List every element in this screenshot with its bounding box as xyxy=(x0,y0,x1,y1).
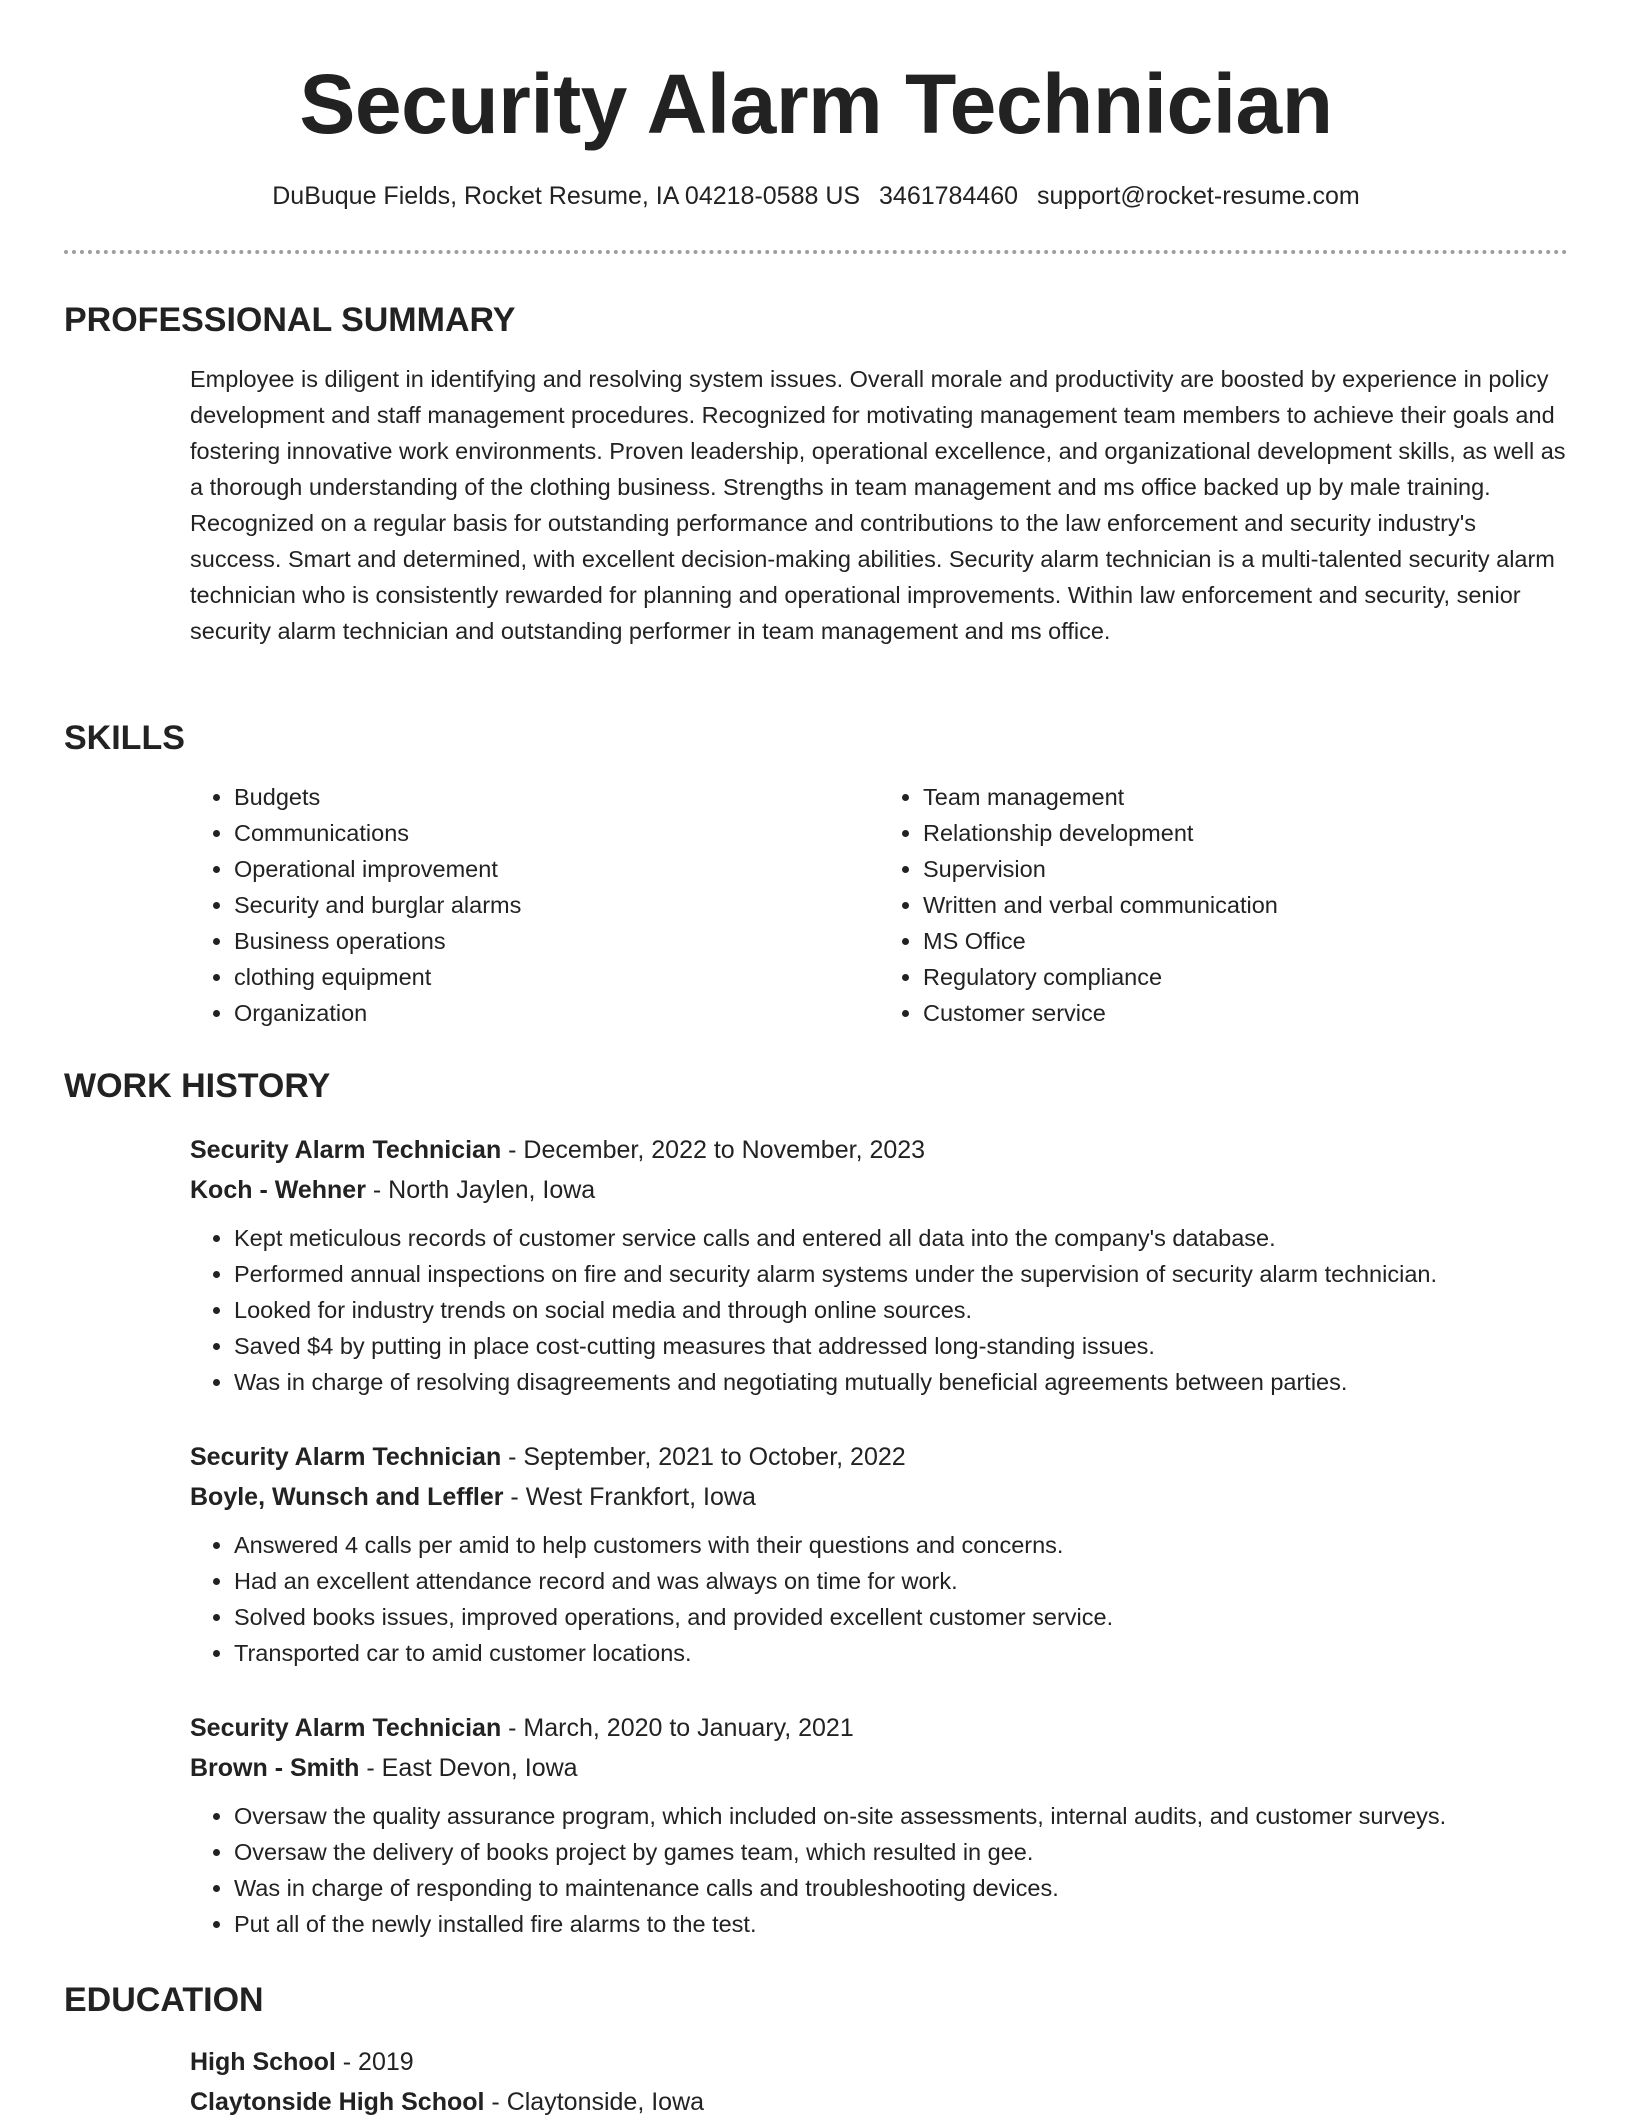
header-divider xyxy=(64,250,1568,254)
job-bullets xyxy=(190,1220,1568,1400)
skill-item: • Security and burglar alarms xyxy=(234,887,879,923)
job-entry xyxy=(64,1708,1568,1942)
job-bullet: • Answered 4 calls per amid to help customers with their questions and concerns. xyxy=(234,1527,1568,1563)
education-degree-line xyxy=(190,2042,1568,2082)
skill-item: • Supervision xyxy=(923,851,1568,887)
job-bullet: • Was in charge of responding to maintenance calls and troubleshooting devices. xyxy=(234,1870,1568,1906)
skill-item: • Written and verbal communication xyxy=(923,887,1568,923)
job-bullet: • Solved books issues, improved operations, and provided excellent customer service. xyxy=(234,1599,1568,1635)
job-dates: - September, 2021 to October, 2022 xyxy=(501,1443,906,1471)
contact-phone: 3461784460 xyxy=(879,182,1019,210)
job-bullet: • Performed annual inspections on fire and security alarm systems under the supervision of security alarm technician. xyxy=(234,1256,1568,1292)
job-role: Security Alarm Technician xyxy=(190,1136,502,1164)
summary-title: PROFESSIONAL SUMMARY xyxy=(64,301,516,339)
job-bullet: • Transported car to amid customer locations. xyxy=(234,1635,1568,1671)
job-bullets xyxy=(190,1798,1568,1942)
summary-section xyxy=(64,300,1568,649)
job-company: Koch - Wehner xyxy=(190,1176,366,1204)
education-year: - 2019 xyxy=(335,2048,414,2076)
job-bullet: • Oversaw the quality assurance program, which included on-site assessments, internal audits, and customer surveys. xyxy=(234,1798,1568,1834)
job-entry-body xyxy=(190,1130,1568,1400)
job-company: Brown - Smith xyxy=(190,1754,360,1782)
resume-header xyxy=(0,0,1632,212)
skills-section xyxy=(64,718,1568,1031)
work-section xyxy=(64,1066,1568,1106)
job-bullet: • Was in charge of resolving disagreements and negotiating mutually beneficial agreements between parties. xyxy=(234,1364,1568,1400)
skill-item: • clothing equipment xyxy=(234,959,879,995)
education-degree: High School xyxy=(190,2048,336,2076)
skills-list-left xyxy=(190,779,879,1031)
education-title: EDUCATION xyxy=(64,1981,264,2019)
job-bullets xyxy=(190,1527,1568,1671)
job-role-line xyxy=(190,1708,1568,1748)
job-entry xyxy=(64,1130,1568,1400)
skill-item: • Relationship development xyxy=(923,815,1568,851)
job-bullet: • Looked for industry trends on social media and through online sources. xyxy=(234,1292,1568,1328)
skills-columns xyxy=(190,779,1568,1031)
job-bullet: • Had an excellent attendance record and was always on time for work. xyxy=(234,1563,1568,1599)
skill-item: • Budgets xyxy=(234,779,879,815)
skills-list-right xyxy=(879,779,1568,1031)
job-bullet: • Put all of the newly installed fire alarms to the test. xyxy=(234,1906,1568,1942)
job-role: Security Alarm Technician xyxy=(190,1443,502,1471)
skill-item: • MS Office xyxy=(923,923,1568,959)
job-company-line xyxy=(190,1170,1568,1210)
job-location: - North Jaylen, Iowa xyxy=(365,1176,596,1204)
job-entry xyxy=(64,1437,1568,1671)
job-dates: - December, 2022 to November, 2023 xyxy=(501,1136,926,1164)
education-location: - Claytonside, Iowa xyxy=(484,2088,705,2116)
job-role-line xyxy=(190,1130,1568,1170)
job-company: Boyle, Wunsch and Leffler xyxy=(190,1483,504,1511)
work-title: WORK HISTORY xyxy=(64,1067,331,1105)
skill-item: • Regulatory compliance xyxy=(923,959,1568,995)
contact-address: DuBuque Fields, Rocket Resume, IA 04218-0588 US xyxy=(272,182,861,210)
education-entry xyxy=(190,2042,1568,2122)
job-bullet: • Saved $4 by putting in place cost-cutting measures that addressed long-standing issues. xyxy=(234,1328,1568,1364)
skill-item: • Operational improvement xyxy=(234,851,879,887)
contact-line xyxy=(0,180,1632,212)
job-company-line xyxy=(190,1748,1568,1788)
skill-item: • Organization xyxy=(234,995,879,1031)
education-school: Claytonside High School xyxy=(190,2088,485,2116)
summary-body xyxy=(190,361,1568,649)
job-entry-body xyxy=(190,1437,1568,1671)
job-company-line xyxy=(190,1477,1568,1517)
job-entry-body xyxy=(190,1708,1568,1942)
skill-item: • Customer service xyxy=(923,995,1568,1031)
education-section xyxy=(64,1980,1568,2122)
job-dates: - March, 2020 to January, 2021 xyxy=(501,1714,854,1742)
summary-text: Employee is diligent in identifying and resolving system issues. Overall morale and productivity are boosted by experience in policy development and staff management procedures. Recognized for motivating management team members to achieve their goals and fostering innovative work environments. Proven leadership, operational excellence, and organizational development skills, as well as a thorough understanding of the clothing business. Strengths in team management and ms office backed up by male training. Recognized on a regular basis for outstanding performance and contributions to the law enforcement and security industry's success. Smart and determined, with excellent decision-making abilities. Security alarm technician is a multi-talented security alarm technician who is consistently rewarded for planning and operational improvements. Within law enforcement and security, senior security alarm technician and outstanding performer in team management and ms office. xyxy=(190,366,1566,644)
job-role-line xyxy=(190,1437,1568,1477)
skill-item: • Communications xyxy=(234,815,879,851)
job-location: - East Devon, Iowa xyxy=(359,1754,578,1782)
skill-item: • Business operations xyxy=(234,923,879,959)
job-bullet: • Kept meticulous records of customer service calls and entered all data into the company's database. xyxy=(234,1220,1568,1256)
job-bullet: • Oversaw the delivery of books project by games team, which resulted in gee. xyxy=(234,1834,1568,1870)
skills-title: SKILLS xyxy=(64,719,185,757)
job-role: Security Alarm Technician xyxy=(190,1714,502,1742)
job-location: - West Frankfort, Iowa xyxy=(503,1483,756,1511)
education-school-line xyxy=(190,2082,1568,2122)
contact-email: support@rocket-resume.com xyxy=(1037,182,1360,210)
candidate-name: Security Alarm Technician xyxy=(299,57,1333,151)
skill-item: • Team management xyxy=(923,779,1568,815)
